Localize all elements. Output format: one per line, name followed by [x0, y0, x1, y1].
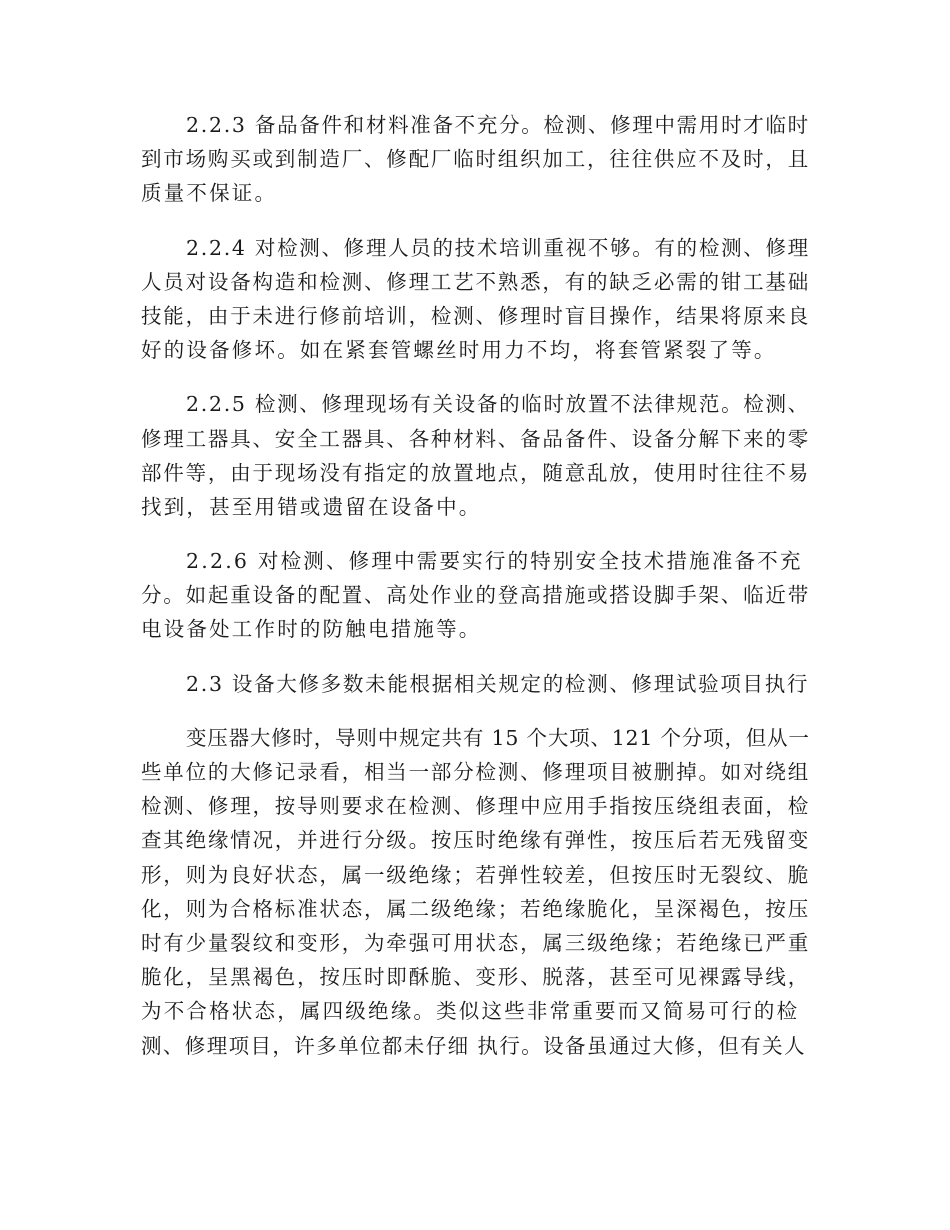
text-line: 变压器大修时，导则中规定共有 15 个大项、121 个分项，但从一 [186, 725, 810, 750]
text-line: 时有少量裂纹和变形，为牵强可用状态，属三级绝缘；若绝缘已严重 [141, 930, 810, 955]
document-page [141, 108, 811, 1083]
section-heading-2-3 [141, 667, 811, 701]
paragraph-2-2-4 [141, 231, 811, 368]
text-line: 找到，甚至用错或遗留在设备中。 [141, 494, 482, 519]
text-line: 化，则为合格标准状态，属二级绝缘；若绝缘脆化，呈深褐色，按压 [141, 896, 810, 921]
text-line: 2.2.4 对检测、修理人员的技术培训重视不够。有的检测、修理 [186, 235, 810, 260]
paragraph-2-2-5 [141, 387, 811, 524]
paragraph-2-2-3 [141, 108, 811, 211]
text-line: 技能，由于未进行修前培训，检测、修理时盲目操作，结果将原来良 [141, 303, 810, 328]
paragraph-transformer-overhaul [141, 721, 811, 1063]
text-line: 检测、修理，按导则要求在检测、修理中应用手指按压绕组表面，检 [141, 794, 810, 819]
text-line: 2.2.5 检测、修理现场有关设备的临时放置不法律规范。检测、 [186, 392, 810, 417]
text-line: 形，则为良好状态，属一级绝缘；若弹性较差，但按压时无裂纹、脆 [141, 862, 810, 887]
text-line: 人员对设备构造和检测、修理工艺不熟悉，有的缺乏必需的钳工基础 [141, 269, 810, 294]
text-line: 为不合格状态，属四级绝缘。类似这些非常重要而又简易可行的检 [141, 999, 800, 1024]
text-line: 2.2.6 对检测、修理中需要实行的特别安全技术措施准备不充 [186, 549, 803, 574]
text-line: 修理工器具、安全工器具、各种材料、备品备件、设备分解下来的零 [141, 426, 810, 451]
text-line: 些单位的大修记录看，相当一部分检测、修理项目被删掉。如对绕组 [141, 760, 810, 784]
text-line: 部件等，由于现场没有指定的放置地点，随意乱放，使用时往往不易 [141, 460, 810, 485]
text-line: 到市场购买或到制造厂、修配厂临时组织加工，往往供应不及时，且 [141, 147, 810, 172]
text-line: 电设备处工作时的防触电措施等。 [141, 617, 482, 642]
text-line: 脆化，呈黑褐色，按压时即酥脆、变形、脱落，甚至可见裸露导线， [141, 965, 810, 990]
text-line: 2.3 设备大修多数未能根据相关规定的检测、修理试验项目执行 [186, 671, 810, 696]
text-line: 2.2.3 备品备件和材料准备不充分。检测、修理中需用时才临时 [186, 113, 810, 137]
text-line: 好的设备修坏。如在紧套管螺丝时用力不均，将套管紧裂了等。 [141, 338, 777, 363]
text-line: 查其绝缘情况，并进行分级。按压时绝缘有弹性，按压后若无残留变 [141, 828, 810, 853]
text-line: 测、修理项目，许多单位都未仔细 执行。设备虽通过大修，但有关人 [141, 1033, 806, 1058]
paragraph-2-2-6 [141, 544, 811, 647]
text-line: 质量不保证。 [141, 181, 278, 206]
text-line: 分。如起重设备的配置、高处作业的登高措施或搭设脚手架、临近带 [141, 583, 810, 608]
